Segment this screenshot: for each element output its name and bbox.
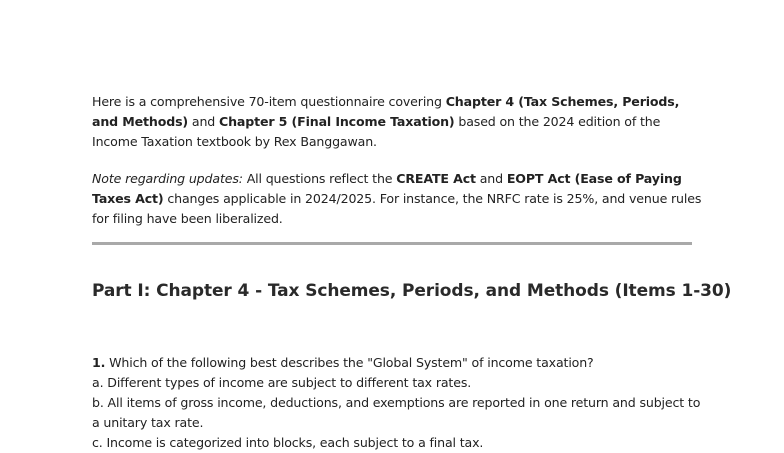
note-label: Note regarding updates: (92, 171, 243, 186)
intro-text-1: Here is a comprehensive 70-item questionnaire covering (92, 94, 446, 109)
intro-chapter-4: Chapter 4 (Tax Schemes, Periods, and Methods) (92, 94, 680, 129)
note-text-2: and (475, 171, 507, 186)
note-text-3: changes applicable in 2024/2025. For instance, the NRFC rate is 25%, and venue rules for filing have been liberalized. (92, 191, 702, 226)
question-1-option-b: b. All items of gross income, deductions, and exemptions are reported in one return and subject to a unitary tax rate. (92, 395, 701, 430)
note-text-1: All questions reflect the (242, 171, 397, 186)
question-1-text: Which of the following best describes the "Global System" of income taxation? (105, 355, 594, 370)
note-create-act: CREATE Act (396, 171, 476, 186)
question-1-number: 1. (92, 355, 106, 370)
intro-text-3: based on the 2024 edition of the Income Taxation textbook by Rex Banggawan. (92, 114, 661, 149)
question-1-stem (92, 353, 702, 373)
note-paragraph (92, 169, 702, 229)
intro-chapter-5: Chapter 5 (Final Income Taxation) (219, 114, 455, 129)
question-1-option-a: a. Different types of income are subject to different tax rates. (92, 375, 472, 390)
intro-text-2: and (188, 114, 219, 129)
intro-paragraph (92, 92, 702, 152)
question-1 (92, 353, 702, 450)
note-eopt-act: EOPT Act (Ease of Paying Taxes Act) (92, 171, 682, 206)
question-1-option-c: c. Income is categorized into blocks, each subject to a final tax. (92, 435, 484, 450)
part-1-heading: Part I: Chapter 4 - Tax Schemes, Periods, and Methods (Items 1-30) (92, 281, 732, 301)
section-divider (92, 242, 692, 245)
